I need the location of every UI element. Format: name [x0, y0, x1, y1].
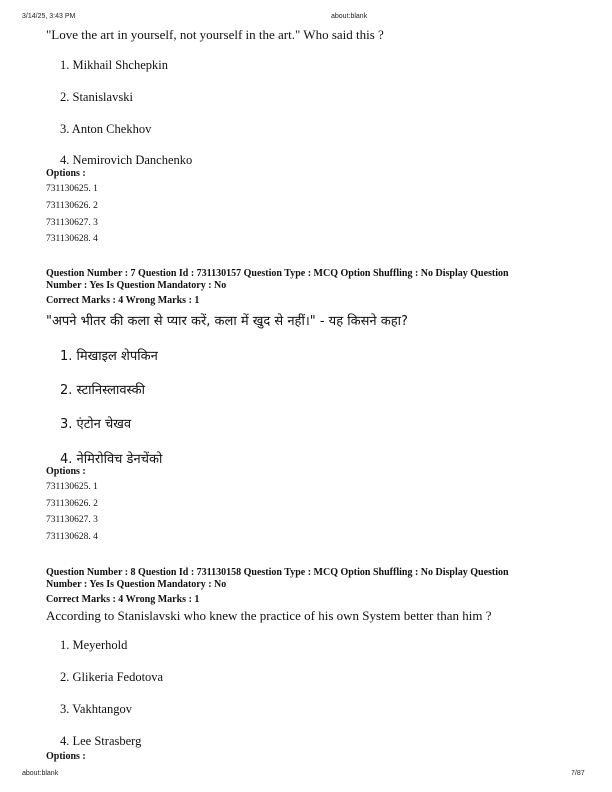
question-7-option-1: 1. मिखाइल शेपकिन	[60, 349, 158, 364]
question-6-options-label: Options :	[46, 168, 86, 179]
question-7-options-label: Options :	[46, 466, 86, 477]
question-7-option-id-4: 731130628. 4	[46, 532, 98, 542]
question-7-option-id-2: 731130626. 2	[46, 499, 98, 509]
question-8-option-1: 1. Meyerhold	[60, 638, 128, 652]
question-6-option-4: 4. Nemirovich Danchenko	[60, 153, 193, 167]
question-7-text: "अपने भीतर की कला से प्यार करें, कला में खुद से नहीं।" - यह किसने कहा?	[46, 314, 408, 329]
question-8-options-label: Options :	[46, 751, 86, 762]
page-number: 7/87	[571, 770, 585, 777]
question-7-option-3: 3. एंटोन चेखव	[60, 417, 132, 432]
question-7-marks: Correct Marks : 4 Wrong Marks : 1	[46, 295, 200, 306]
question-8-option-4: 4. Lee Strasberg	[60, 734, 142, 748]
print-url: about:blank	[331, 13, 368, 20]
question-6-option-id-1: 731130625. 1	[46, 184, 98, 194]
question-7-option-id-3: 731130627. 3	[46, 515, 98, 525]
question-6-text: "Love the art in yourself, not yourself in the art." Who said this ?	[46, 27, 384, 42]
question-7-option-4: 4. नेमिरोविच डेनचेंको	[60, 452, 163, 467]
question-6-option-id-4: 731130628. 4	[46, 234, 98, 244]
question-6-option-3: 3. Anton Chekhov	[60, 122, 152, 136]
question-6-option-2: 2. Stanislavski	[60, 90, 133, 104]
question-7-option-2: 2. स्टानिस्लावस्की	[60, 383, 145, 398]
footer-url: about:blank	[22, 770, 59, 777]
question-8-meta-line-1: Question Number : 8 Question Id : 731130158 Question Type : MCQ Option Shuffling : No Display Question	[46, 567, 509, 578]
print-datetime: 3/14/25, 3:43 PM	[22, 13, 76, 20]
question-6-option-id-2: 731130626. 2	[46, 201, 98, 211]
question-8-option-3: 3. Vakhtangov	[60, 702, 132, 716]
question-6-option-1: 1. Mikhail Shchepkin	[60, 58, 168, 72]
question-7-option-id-1: 731130625. 1	[46, 482, 98, 492]
question-8-text: According to Stanislavski who knew the practice of his own System better than him ?	[46, 608, 492, 623]
question-7-meta-line-1: Question Number : 7 Question Id : 731130157 Question Type : MCQ Option Shuffling : No Display Question	[46, 268, 509, 279]
question-8-meta-line-2: Number : Yes Is Question Mandatory : No	[46, 579, 227, 590]
question-6-option-id-3: 731130627. 3	[46, 218, 98, 228]
question-7-meta-line-2: Number : Yes Is Question Mandatory : No	[46, 280, 227, 291]
question-8-marks: Correct Marks : 4 Wrong Marks : 1	[46, 594, 200, 605]
question-8-option-2: 2. Glikeria Fedotova	[60, 670, 164, 684]
